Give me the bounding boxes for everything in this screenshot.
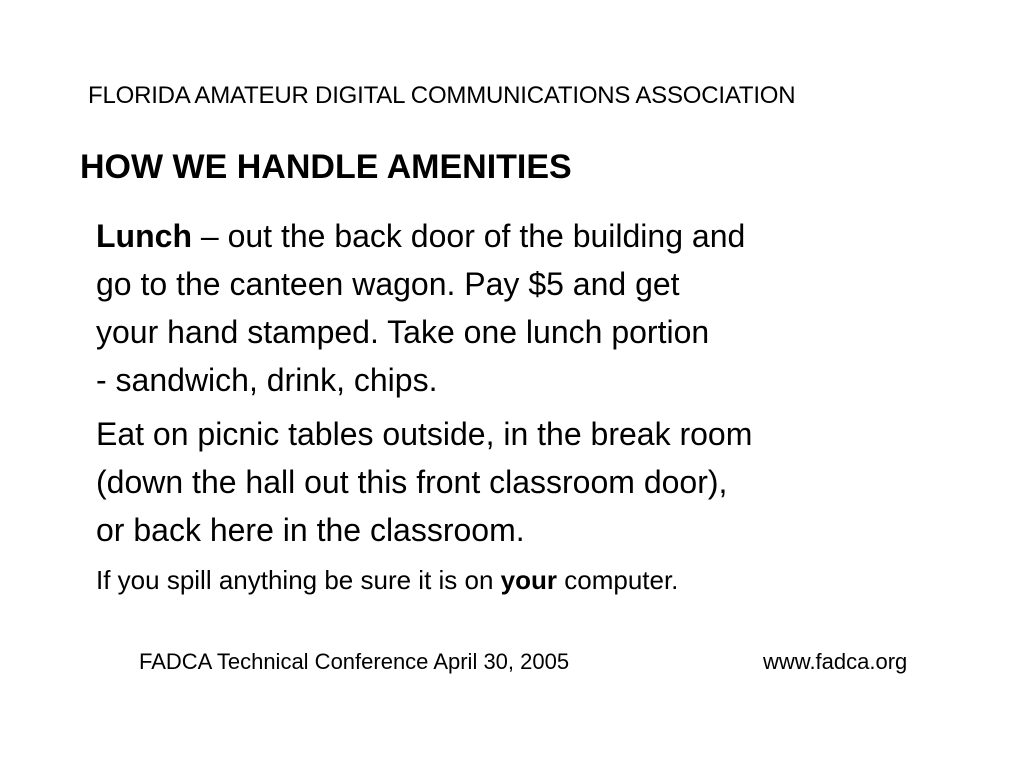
slide-body — [96, 212, 956, 606]
slide-title: HOW WE HANDLE AMENITIES — [80, 148, 572, 186]
lunch-line-1 — [96, 212, 956, 260]
eat-paragraph — [96, 410, 956, 554]
lunch-line-3: your hand stamped. Take one lunch portion — [96, 314, 710, 350]
organization-header: FLORIDA AMATEUR DIGITAL COMMUNICATIONS ASSOCIATION — [88, 82, 796, 109]
spill-text-after: computer. — [557, 565, 679, 595]
lunch-label: Lunch — [96, 218, 192, 254]
eat-line-3: or back here in the classroom. — [96, 512, 525, 548]
lunch-paragraph — [96, 212, 956, 404]
footer-website: www.fadca.org — [763, 649, 908, 674]
spill-emphasis: your — [500, 565, 558, 595]
lunch-line-4: - sandwich, drink, chips. — [96, 362, 438, 398]
footer-conference: FADCA Technical Conference April 30, 2005 — [139, 649, 570, 674]
spill-paragraph — [96, 560, 956, 600]
spill-text-before: If you spill anything be sure it is on — [96, 565, 501, 595]
eat-line-2: (down the hall out this front classroom door), — [96, 464, 728, 500]
lunch-text-1: – out the back door of the building and — [191, 218, 746, 254]
eat-line-1: Eat on picnic tables outside, in the break room — [96, 416, 753, 452]
lunch-line-2: go to the canteen wagon. Pay $5 and get — [96, 266, 680, 302]
